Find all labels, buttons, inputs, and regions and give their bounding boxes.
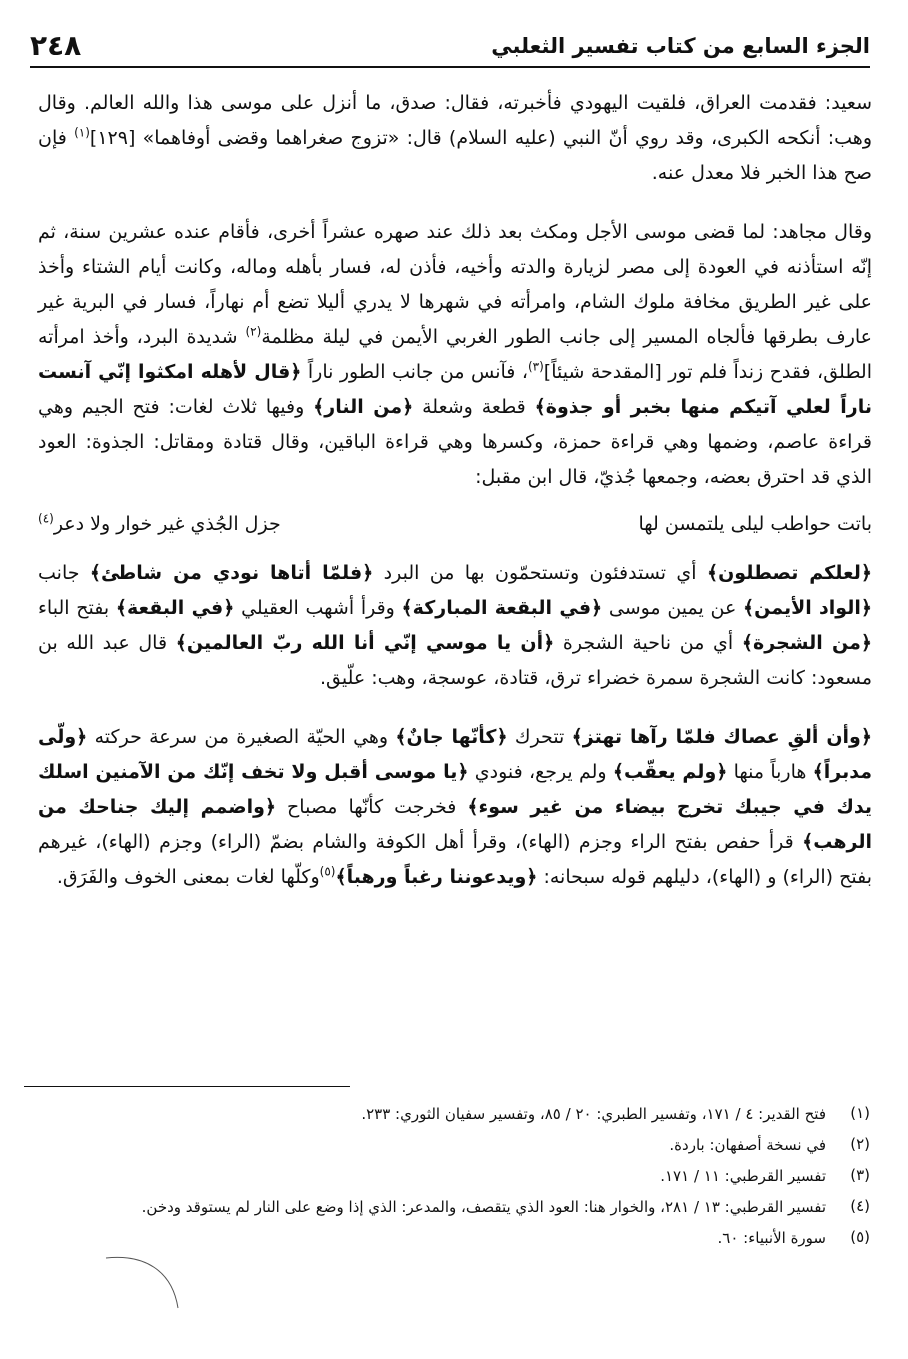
quran-verse: ﴿ويدعوننا رغباً ورهباً﴾ [335,866,538,888]
main-text [38,86,872,895]
footnote-number: (٤) [850,1197,870,1215]
footnote-text: تفسير القرطبي: ١١ / ١٧١. [660,1167,826,1185]
footnote-number: (٢) [850,1135,870,1153]
quran-verse: ﴿الواد الأيمن﴾ [743,597,872,619]
footnote-number: (١) [850,1104,870,1122]
quran-verse: ﴿في البقعة﴾ [115,597,235,619]
quran-verse: ﴿كأنّها جانٌ﴾ [395,726,508,748]
paragraph-4 [38,720,872,895]
text-run: قطعة وشعلة [413,396,535,418]
footnote-ref: (٥) [319,864,336,879]
quran-verse: ﴿من الشجرة﴾ [741,632,872,654]
footnote [36,1191,870,1222]
text-run: وقرأ أشهب العقيلي [234,597,402,619]
text-run: وكلّها لغات بمعنى الخوف والفَرَق. [56,866,320,888]
poem-hemistich-right: باتت حواطب ليلى يلتمسن لها [638,513,872,535]
footnote-ref: (٤) [38,511,54,526]
paragraph-1 [38,86,872,191]
text-run: جانب [38,562,90,584]
paragraph-3 [38,556,872,696]
quran-verse: ﴿في البقعة المباركة﴾ [401,597,603,619]
text-run: قال عبد الله بن مسعود: كانت الشجرة سمرة خضراء ترق، قتادة، عوسجة، وهب: علّيق. [38,632,872,689]
paragraph-2 [38,215,872,495]
page-header [30,22,870,68]
text-run: تتحرك [507,726,572,748]
footnote-text: فتح القدير: ٤ / ١٧١، وتفسير الطبري: ٢٠ / ٨٥، وتفسير سفيان الثوري: ٢٣٣. [361,1105,826,1123]
text-run: وقال مجاهد: لما قضى موسى الأجل ومكث بعد ذلك عند صهره عشراً أخرى، فأقام عنده عشرين سنة، ثم إنّه استأذنه في العودة إلى مصر لزيارة والدته وأخيه، فأذن له، فسار بأهله وماله، وكانت أيام الشتاء وأخذ على غير الطريق مخافة ملوك الشام، وامرأته في شهرها لا يدري أليلا تضع أم نهاراً، فسار في البرية غير عارف بطرقها فألجاه المسير إلى جانب الطور الغربي الأيمن في ليلة مظلمة [38,221,873,348]
text-run: ، فآنس من جانب الطور ناراً [301,361,528,383]
quran-verse: ﴿أن يا موسي إنّي أنا الله ربّ العالمين﴾ [175,632,555,654]
text-run: وهي الحيّة الصغيرة من سرعة حركته [87,726,396,748]
text-run: ولم يرجع، فنودي [468,761,613,783]
footnote-text: في نسخة أصفهان: باردة. [669,1136,826,1154]
footnote-ref: (٣) [527,359,544,374]
quran-verse: ﴿واضمم إليك جناحك من الرهب﴾ [38,796,872,853]
quran-verse: ﴿وأن ألقِ عصاك فلمّا رآها تهتز﴾ [571,726,873,748]
quran-verse: ﴿لعلكم تصطلون﴾ [706,562,872,584]
text-run: أي تستدفئون وتستحمّون بها من البرد [373,562,707,584]
footnote [36,1098,870,1129]
footnote [36,1129,870,1160]
footnotes [36,1098,870,1253]
text-run: جزل الجُذي غير خوار ولا دعر [53,513,281,535]
quran-verse: ﴿فلمّا أتاها نودي من شاطئ﴾ [89,562,374,584]
text-run: بفتح الباء [38,597,116,619]
footnote-divider [24,1086,350,1087]
footnote-text: سورة الأنبياء: ٦٠. [717,1229,826,1247]
footnote-number: (٣) [850,1166,870,1184]
quran-verse: ﴿يا موسى أقبل ولا تخف إنّك من الآمنين اسلك يدك في جيبك تخرج بيضاء من غير سوء﴾ [38,761,872,818]
footnote [36,1160,870,1191]
footnote-text: تفسير القرطبي: ١٣ / ٢٨١، والخوار هنا: العود الذي يتقصف، والمدعر: الذي إذا وضع على النار لم يستوقد ودخن. [141,1198,826,1216]
text-run: فإن صح هذا الخبر فلا معدل عنه. [38,127,872,184]
poem-hemistich-left [38,507,281,542]
text-run: هارباً منها [727,761,813,783]
quran-verse: ﴿من النار﴾ [313,396,414,418]
quran-verse: ﴿قال لأهله امكثوا إنّي آنست ناراً لعلي آتيكم منها بخبر أو جذوة﴾ [38,361,872,418]
text-run: أي من ناحية الشجرة [554,632,742,654]
text-run: عن يمين موسى [602,597,743,619]
footnote [36,1222,870,1253]
page-number: ٢٤٨ [30,29,82,62]
footnote-number: (٥) [850,1228,870,1246]
book-title: الجزء السابع من كتاب تفسير الثعلبي [491,34,870,58]
text-run: وفيها ثلاث لغات: فتح الجيم وهي قراءة عاصم، وضمها وهي قراءة حمزة، وكسرها وهي قراءة الباقين، وقال قتادة ومقاتل: الجذوة: العود الذي قد احترق بعضه، وجمعها جُذيّ، قال ابن مقبل: [38,396,872,488]
text-run: سعيد: فقدمت العراق، فلقيت اليهودي فأخبرته، فقال: صدق، ما أنزل على موسى هذا والله العالم. وقال وهب: أنكحه الكبرى، وقد روي أنّ النبي (عليه السلام) قال: «تزوج صغراهما وقضى أوفاهما» [١٢٩] [38,92,872,149]
poem-verse [38,507,872,542]
footnote-ref: (١) [74,125,90,140]
text-run: شديدة البرد، وأخذ امرأته الطلق، فقدح زنداً فلم تور [المقدحة شيئاً] [38,326,872,383]
text-run: فخرجت كأنّها مصباح [276,796,468,818]
footnote-ref: (٢) [245,324,262,339]
text-run: قرأ حفص بفتح الراء وجزم (الهاء)، وقرأ أهل الكوفة والشام بضمّ (الراء) وجزم (الهاء)، غيرهم بفتح (الراء) و (الهاء)، دليلهم قوله سبحانه: [38,831,872,888]
quran-verse: ﴿ولم يعقّب﴾ [612,761,728,783]
scan-artifact-curve [104,1252,184,1312]
quran-verse: ﴿ولّى مدبراً﴾ [38,726,872,783]
